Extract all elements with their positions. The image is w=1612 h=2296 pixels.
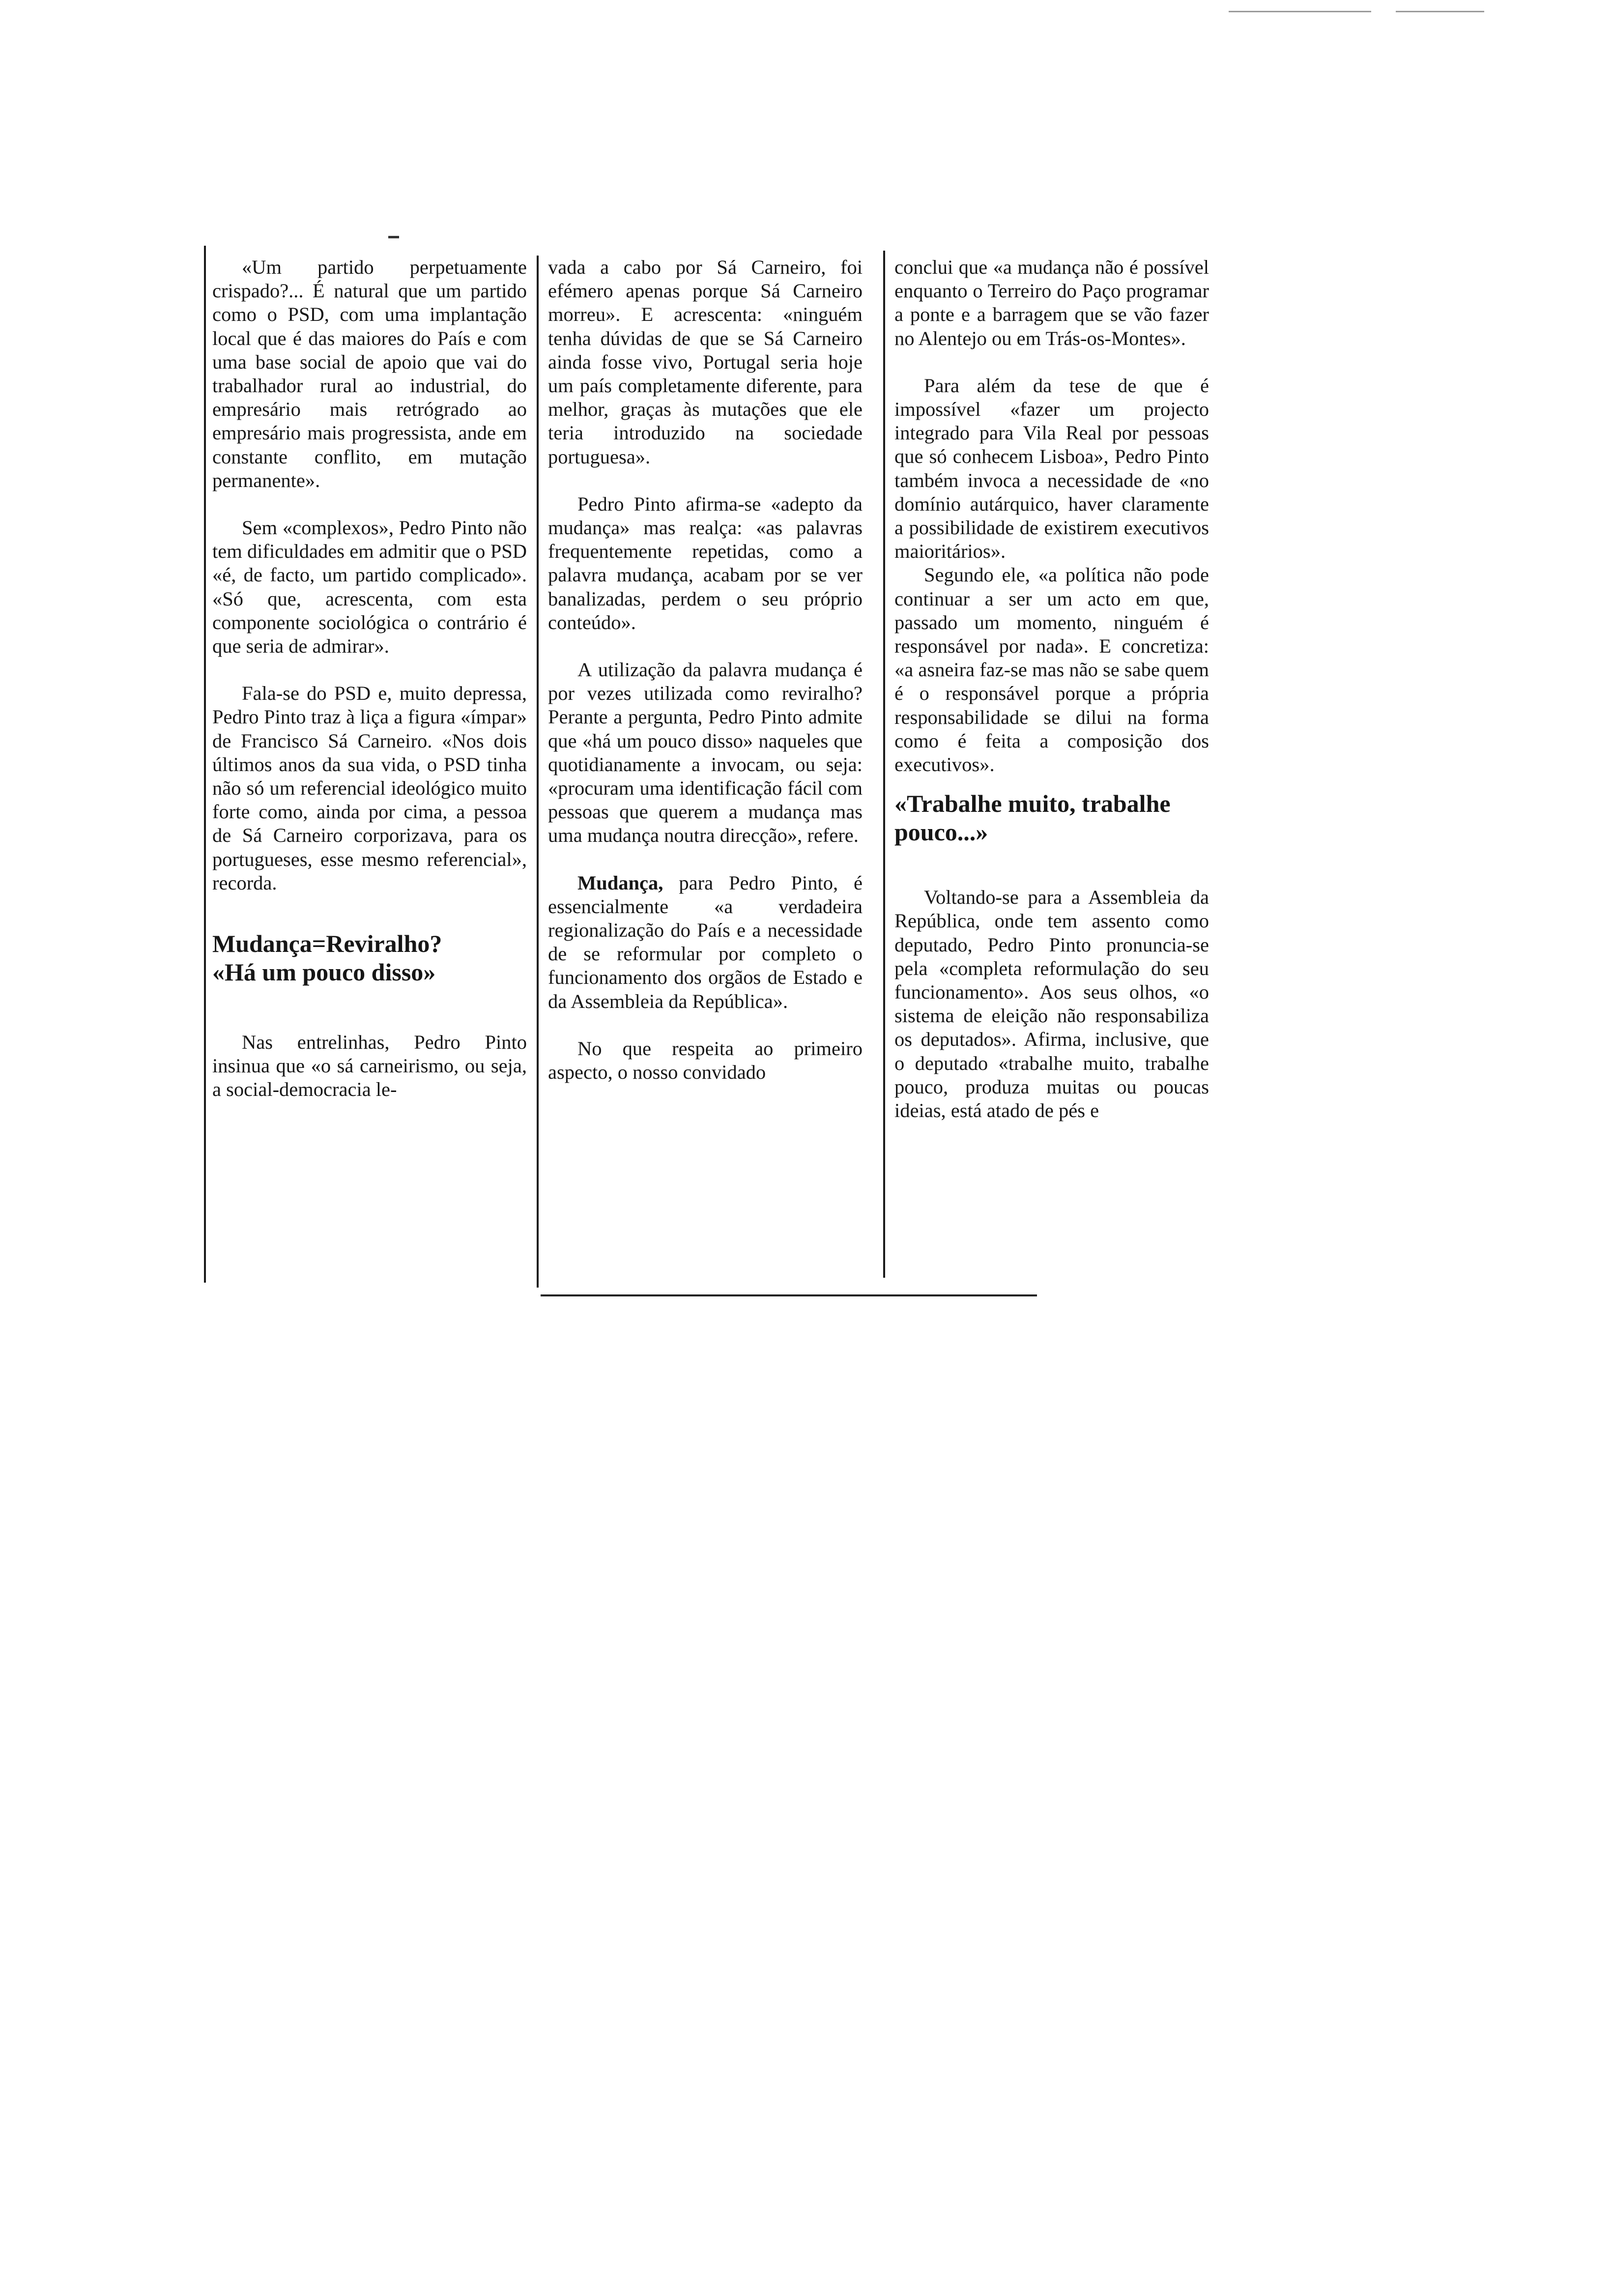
column-rule-left — [204, 246, 206, 1283]
paragraph — [548, 871, 863, 1013]
article-column-2 — [548, 256, 863, 1084]
section-heading-line: pouco...» — [894, 818, 988, 846]
section-heading-line: Mudança=Reviralho? — [212, 930, 442, 958]
paragraph: «Um partido perpetuamente crispado?... É natural que um partido como o PSD, com uma implantação local que é das maiores do País e com uma base social de apoio que vai do trabalhador rural ao industrial, do empresário mais retrógrado ao empresário mais progressista, ande em constante conflito, em mutação permanente». — [212, 256, 527, 491]
paragraph: Para além da tese de que é impossível «fazer um projecto integrado para Vila Real por pessoas que só conhecem Lisboa», Pedro Pinto também invoca a necessidade de «no domínio autárquico, haver claramente a possibilidade de existirem executivos maioritários». — [894, 374, 1209, 563]
paragraph: No que respeita ao primeiro aspecto, o nosso convidado — [548, 1037, 863, 1084]
article-column-1 — [212, 256, 527, 1102]
paragraph: Sem «complexos», Pedro Pinto não tem dificuldades em admitir que o PSD «é, de facto, um partido complicado». «Só que, acrescenta, com esta componente sociológica o contrário é que seria de admirar». — [212, 517, 527, 658]
article-bottom-rule — [541, 1294, 1037, 1296]
paragraph: Segundo ele, «a política não pode continuar a ser um acto em que, passado um momento, ninguém é responsável por nada». E concretiza: «a asneira faz-se mas não se sabe quem é o responsável porque a própria responsabilidade se dilui na forma como é feita a composição dos executivos». — [894, 564, 1209, 776]
section-heading-line: «Há um pouco disso» — [212, 958, 436, 986]
column-top-dash — [388, 236, 399, 238]
column-rule-middle — [537, 256, 539, 1288]
top-edge-line — [1229, 11, 1371, 12]
paragraph-lead-word: Mudança, — [577, 871, 663, 894]
article-column-3 — [894, 256, 1209, 1122]
column-rule-right — [883, 251, 885, 1278]
paragraph: A utilização da palavra mudança é por vezes utilizada como reviralho? Perante a pergunta, Pedro Pinto admite que «há um pouco disso» naqueles que quotidianamente a invocam, ou seja: «procuram uma identificação fácil com pessoas que querem a mudança mas uma mudança noutra direcção», refere. — [548, 659, 863, 847]
paragraph: vada a cabo por Sá Carneiro, foi efémero apenas porque Sá Carneiro morreu». E acrescenta: «ninguém tenha dúvidas de que se Sá Carneiro ainda fosse vivo, Portugal seria hoje um país completamente diferente, para melhor, graças às mutações que ele teria introduzido na sociedade portuguesa». — [548, 256, 863, 468]
paragraph: conclui que «a mudança não é possível enquanto o Terreiro do Paço programar a ponte e a barragem que se vão fazer no Alentejo ou em Trás-os-Montes». — [894, 256, 1209, 349]
section-heading-line: «Trabalhe muito, trabalhe — [894, 790, 1171, 818]
paragraph-text: para Pedro Pinto, é essencialmente «a verdadeira regionalização do País e a necessidade de se reformular por completo o funcionamento dos orgãos de Estado e da Assembleia da República». — [548, 871, 863, 1012]
paragraph: Nas entrelinhas, Pedro Pinto insinua que «o sá carneirismo, ou seja, a social-democracia le- — [212, 1031, 527, 1101]
paragraph: Fala-se do PSD e, muito depressa, Pedro Pinto traz à liça a figura «ímpar» de Francisco Sá Carneiro. «Nos dois últimos anos da sua vida, o PSD tinha não só um referencial ideológico muito forte como, ainda por cima, a pessoa de Sá Carneiro corporizava, para os portugueses, esse mesmo referencial», recorda. — [212, 682, 527, 894]
section-heading — [212, 929, 527, 986]
top-edge-line — [1396, 11, 1484, 12]
paragraph: Pedro Pinto afirma-se «adepto da mudança» mas realça: «as palavras frequentemente repetidas, como a palavra mudança, acabam por se ver banalizadas, perdem o seu próprio conteúdo». — [548, 492, 863, 633]
section-heading — [894, 789, 1209, 846]
paragraph: Voltando-se para a Assembleia da República, onde tem assento como deputado, Pedro Pinto pronuncia-se pela «completa reformulação do seu funcionamento». Aos seus olhos, «o sistema de eleição não responsabiliza os deputados». Afirma, inclusive, que o deputado «trabalhe muito, trabalhe pouco, produza muitas ou poucas ideias, está atado de pés e — [894, 886, 1209, 1122]
